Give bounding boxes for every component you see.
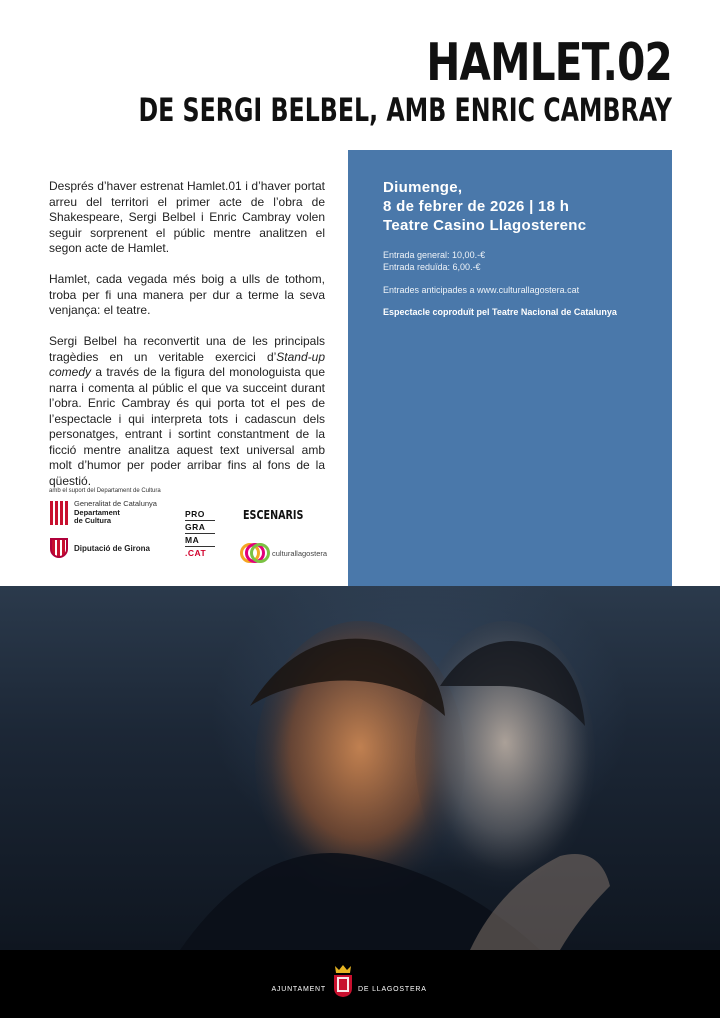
paragraph-3-emphasis: Stand-up comedy [49,349,325,379]
price-general: Entrada general: 10,00.-€ [383,250,486,260]
footer [0,950,720,1018]
paragraph-3-start: Sergi Belbel ha reconvertit una de les principals tragèdies en un veritable exercici d’ [49,334,325,364]
footer-ajuntament: AJUNTAMENT [271,986,326,993]
gencat-line-2: Departament [74,507,120,517]
event-day: Diumenge, [383,179,463,196]
diputacio-shield-icon [50,538,68,558]
event-date: 8 de febrer de 2026 | 18 h [383,198,570,215]
event-info-box [348,150,672,603]
diputacio-text: Diputació de Girona [74,543,151,553]
description-paragraph-3 [49,334,325,489]
cultura-text: culturallagostera [272,548,328,558]
event-venue: Teatre Casino Llagosterenc [383,217,587,234]
description-paragraph-1: Després d’haver estrenat Hamlet.01 i d’haver portat arreu del territori el primer acte de l’obra de Shakespeare, Sergi Belbel i Enric Cambray volen seguir sorprenent el públic mentre analitzen el segon acte de Hamlet. [49,179,325,255]
advance-tickets: Entrades anticipades a www.culturallagostera.cat [383,285,580,295]
description-paragraph-2: Hamlet, cada vegada més boig a ulls de tothom, troba per fi una manera per dur a terme la seva venjança: el teatre. [49,272,325,317]
gencat-line-1: Generalitat de Catalunya [74,499,157,508]
gencat-flag-icon [50,501,68,525]
programa-line-3: MA [185,534,215,547]
portrait-illustration [0,586,720,950]
gencat-text [74,500,157,526]
gencat-logo [50,500,157,526]
programa-line-1: PRO [185,508,215,521]
title-block [0,33,672,129]
price-reduced: Entrada reduïda: 6,00.-€ [383,262,481,272]
escenaris-logo: ESCENARIS [243,508,304,522]
page-title: HAMLET.02 [426,33,672,93]
support-label: amb el suport del Departament de Cultura [49,488,161,494]
programa-logo [185,508,215,559]
programa-line-2: GRA [185,521,215,534]
page-subtitle: DE SERGI BELBEL, AMB ENRIC CAMBRAY [138,91,672,129]
poster-photo [0,586,720,950]
description [49,179,325,489]
footer-llagostera: DE LLAGOSTERA [358,986,427,993]
paragraph-3-end: a través de la figura del monologuista que narra i comenta al públic el que va succeint durant l’obra. Enric Cambray és qui porta tot el pes de l’espectacle i qui interpreta tots i cadascun dels personatges, entrant i sortint constantment de la ficció mentre analitza aquest text universal amb molt d’humor per poder arribar fins al fons de la qüestió. [49,365,325,488]
gencat-line-3: de Cultura [74,516,112,525]
town-crest-icon [332,964,354,998]
programa-line-4: .CAT [185,548,207,558]
event-prices [383,249,638,273]
diputacio-logo [50,538,150,558]
cultura-logo [240,542,327,564]
coproduction-note: Espectacle coproduït pel Teatre Nacional de Catalunya [383,307,617,317]
cultura-rings-icon [240,542,270,564]
